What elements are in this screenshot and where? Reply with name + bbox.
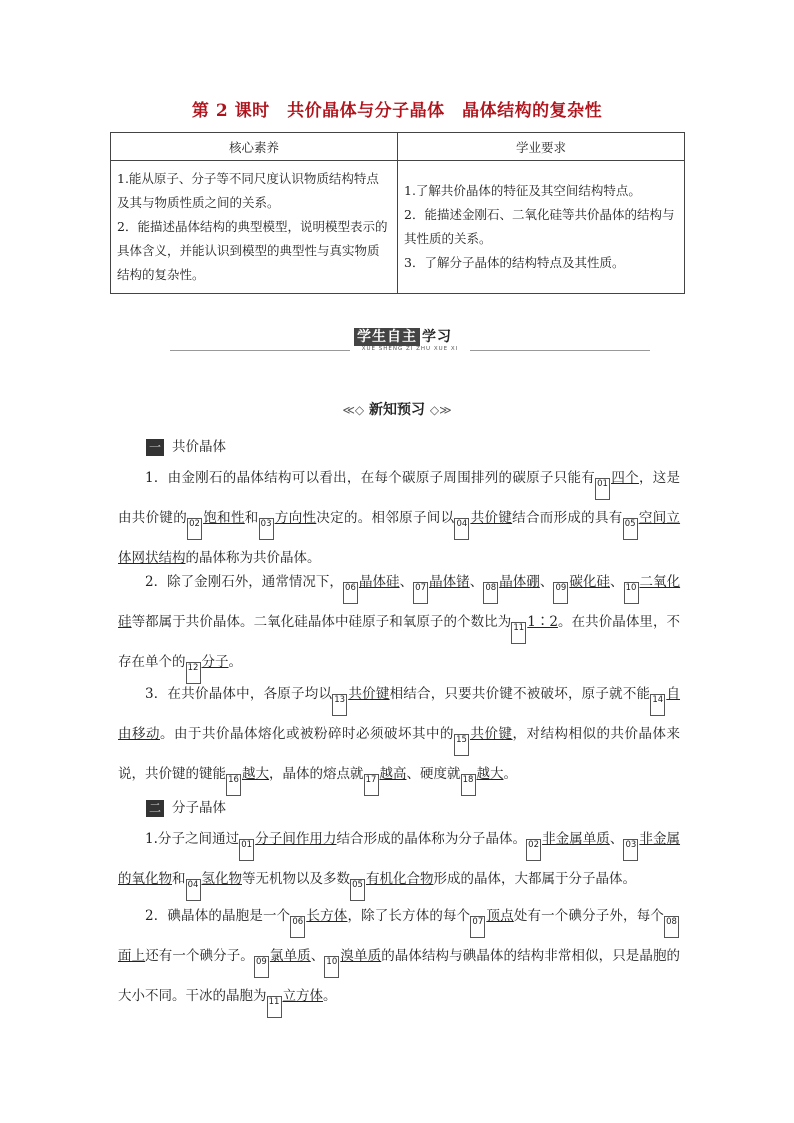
paragraph-text: 和 bbox=[244, 510, 259, 526]
blank-number-box: 12 bbox=[186, 662, 201, 684]
blank-answer: 饱和性 bbox=[203, 510, 245, 526]
blank-number-box: 10 bbox=[324, 956, 339, 978]
blank-number-box: 11 bbox=[267, 996, 282, 1018]
blank-number-box: 15 bbox=[454, 734, 469, 756]
blank-answer: 空间立体网状结构 bbox=[118, 510, 681, 566]
core-literacy-cell bbox=[111, 161, 398, 294]
requirement-item: 3．了解分子晶体的结构特点及其性质。 bbox=[404, 255, 625, 270]
blank-answer: 晶体硅 bbox=[358, 574, 400, 590]
blank-answer: 溴单质 bbox=[340, 948, 382, 964]
paragraph-text: 1．由金刚石的晶体结构可以看出，在每个碳原子周围排列的碳原子只能有 bbox=[145, 470, 596, 486]
paragraph-text: 。 bbox=[503, 766, 517, 782]
paragraph-text: 。 bbox=[323, 988, 337, 1004]
blank-answer: 非金属的氧化物 bbox=[118, 831, 681, 887]
blank-answer: 晶体硼 bbox=[499, 574, 540, 590]
section-heading-molecular bbox=[146, 796, 226, 817]
paragraph-text: 结合而形成的具有 bbox=[512, 510, 623, 526]
section-number-badge: 二 bbox=[146, 800, 164, 817]
blank-answer: 面上 bbox=[118, 948, 146, 964]
blank-number-box: 04 bbox=[454, 518, 469, 540]
section-heading-covalent bbox=[146, 435, 226, 456]
self-study-banner bbox=[170, 326, 650, 356]
paragraph-text: 的晶体称为共价晶体。 bbox=[185, 550, 321, 566]
paragraph-text: 。 bbox=[228, 654, 242, 670]
blank-answer: 立方体 bbox=[282, 988, 323, 1004]
paragraph-text: 。在共价晶体里，不存在单个的 bbox=[118, 614, 681, 670]
section-title: 分子晶体 bbox=[172, 800, 226, 816]
paragraph-text: 的晶体结构与碘晶体的结构非常相似，只是晶胞的大小不同。干冰的晶胞为 bbox=[118, 948, 681, 1004]
core-literacy-item: 2．能描述晶体结构的典型模型，说明模型表示的具体含义，并能认识到模型的典型性与真实物质结构的复杂性。 bbox=[117, 219, 388, 282]
subheading-text: 新知预习 bbox=[369, 402, 425, 418]
blank-answer: 方向性 bbox=[274, 510, 317, 526]
paragraph-text: 、 bbox=[609, 574, 624, 590]
paragraph-text: 、 bbox=[609, 831, 624, 847]
blank-answer: 氯单质 bbox=[269, 948, 311, 964]
covalent-paragraph-3 bbox=[118, 676, 680, 796]
banner-text: 学习 bbox=[422, 329, 452, 345]
paragraph-text: 、硬度就 bbox=[406, 766, 461, 782]
banner-highlight: 学生自主 bbox=[354, 328, 420, 346]
blank-number-box: 07 bbox=[470, 916, 485, 938]
blank-number-box: 02 bbox=[187, 518, 202, 540]
blank-number-box: 06 bbox=[343, 582, 358, 604]
blank-answer: 共价键 bbox=[348, 686, 390, 702]
header-academic-requirements: 学业要求 bbox=[398, 133, 685, 161]
paragraph-text: 还有一个碘分子。 bbox=[145, 948, 254, 964]
blank-number-box: 08 bbox=[664, 916, 679, 938]
paragraph-text: 2．碘晶体的晶胞是一个 bbox=[145, 908, 291, 924]
paragraph-text: 决定的。相邻原子间以 bbox=[316, 510, 455, 526]
paragraph-text: 1.分子之间通过 bbox=[145, 831, 240, 847]
blank-number-box: 16 bbox=[226, 774, 241, 796]
blank-number-box: 07 bbox=[413, 582, 428, 604]
blank-number-box: 01 bbox=[595, 478, 610, 500]
blank-answer: 分子 bbox=[201, 654, 229, 670]
paragraph-text: 、 bbox=[310, 948, 325, 964]
blank-number-box: 05 bbox=[350, 879, 365, 901]
paragraph-text: ，除了长方体的每个 bbox=[347, 908, 471, 924]
blank-answer: 四个 bbox=[611, 470, 639, 486]
paragraph-text: 、 bbox=[539, 574, 554, 590]
blank-answer: 有机化合物 bbox=[366, 871, 434, 887]
section-title: 共价晶体 bbox=[172, 439, 226, 455]
blank-number-box: 06 bbox=[290, 916, 305, 938]
lesson-title: 第 2 课时 共价晶体与分子晶体 晶体结构的复杂性 bbox=[191, 101, 603, 121]
blank-answer: 长方体 bbox=[306, 908, 348, 924]
paragraph-text: 等都属于共价晶体。二氧化硅晶体中硅原子和氧原子的个数比为 bbox=[131, 614, 512, 630]
paragraph-text: ，这是由共价键的 bbox=[118, 470, 681, 526]
covalent-paragraph-1 bbox=[118, 460, 680, 576]
paragraph-text: 3．在共价晶体中，各原子均以 bbox=[145, 686, 333, 702]
new-knowledge-heading bbox=[0, 399, 794, 419]
blank-number-box: 14 bbox=[650, 694, 665, 716]
requirements-table bbox=[110, 132, 685, 294]
blank-answer: 碳化硅 bbox=[569, 574, 610, 590]
blank-answer: 自由移动 bbox=[118, 686, 681, 742]
blank-number-box: 09 bbox=[254, 956, 269, 978]
blank-answer: 二氧化硅 bbox=[118, 574, 681, 630]
blank-answer: 越大 bbox=[242, 766, 269, 782]
paragraph-text: 相结合，只要共价键不被破坏，原子就不能 bbox=[389, 686, 651, 702]
paragraph-text: 形成的晶体，大都属于分子晶体。 bbox=[433, 871, 636, 887]
requirement-item: 2．能描述金刚石、二氧化硅等共价晶体的结构与其性质的关系。 bbox=[404, 207, 675, 246]
requirement-item: 1.了解共价晶体的特征及其空间结构特点。 bbox=[404, 183, 641, 198]
blank-answer: 顶点 bbox=[486, 908, 514, 924]
paragraph-text: 和 bbox=[172, 871, 186, 887]
paragraph-text: 。由于共价晶体熔化或被粉碎时必须破坏其中的 bbox=[160, 726, 454, 742]
blank-number-box: 10 bbox=[624, 582, 639, 604]
blank-answer: 晶体锗 bbox=[429, 574, 470, 590]
molecular-paragraph-1 bbox=[118, 821, 680, 901]
core-literacy-item: 1.能从原子、分子等不同尺度认识物质结构特点及其与物质性质之间的关系。 bbox=[117, 171, 379, 210]
blank-number-box: 08 bbox=[483, 582, 498, 604]
blank-number-box: 09 bbox=[553, 582, 568, 604]
paragraph-text: ，晶体的熔点就 bbox=[269, 766, 364, 782]
paragraph-text: 2．除了金刚石外，通常情况下， bbox=[145, 574, 343, 590]
covalent-paragraph-2 bbox=[118, 564, 680, 684]
blank-number-box: 11 bbox=[511, 622, 526, 644]
blank-number-box: 05 bbox=[623, 518, 638, 540]
paragraph-text: 、 bbox=[469, 574, 484, 590]
banner-pinyin: XUE SHENG ZI ZHU XUE XI bbox=[361, 346, 459, 352]
blank-answer: 氢化物 bbox=[201, 871, 242, 887]
paragraph-text: 处有一个碘分子外，每个 bbox=[513, 908, 665, 924]
header-core-literacy: 核心素养 bbox=[111, 133, 398, 161]
paragraph-text: 等无机物以及多数 bbox=[242, 871, 350, 887]
blank-number-box: 17 bbox=[364, 774, 379, 796]
blank-number-box: 02 bbox=[526, 839, 541, 861]
ornament-left-icon: ≪◇ bbox=[342, 403, 365, 417]
blank-number-box: 13 bbox=[332, 694, 347, 716]
paragraph-text: ，对结构相似的共价晶体来说，共价键的键能 bbox=[118, 726, 680, 782]
paragraph-text: 结合形成的晶体称为分子晶体。 bbox=[336, 831, 527, 847]
ornament-right-icon: ◇≫ bbox=[429, 403, 452, 417]
blank-answer: 越高 bbox=[379, 766, 407, 782]
blank-answer: 共价键 bbox=[470, 726, 513, 742]
blank-answer: 越大 bbox=[476, 766, 504, 782]
blank-answer: 非金属单质 bbox=[542, 831, 610, 847]
blank-number-box: 18 bbox=[461, 774, 476, 796]
blank-answer: 分子间作用力 bbox=[255, 831, 337, 847]
molecular-paragraph-2 bbox=[118, 898, 680, 1018]
blank-answer: 共价键 bbox=[470, 510, 513, 526]
blank-number-box: 03 bbox=[623, 839, 638, 861]
blank-number-box: 03 bbox=[259, 518, 274, 540]
paragraph-text: 、 bbox=[399, 574, 414, 590]
blank-answer: 1∶2 bbox=[527, 614, 558, 630]
academic-requirements-cell bbox=[398, 161, 685, 294]
blank-number-box: 01 bbox=[239, 839, 254, 861]
section-number-badge: 一 bbox=[146, 439, 164, 456]
blank-number-box: 04 bbox=[186, 879, 201, 901]
